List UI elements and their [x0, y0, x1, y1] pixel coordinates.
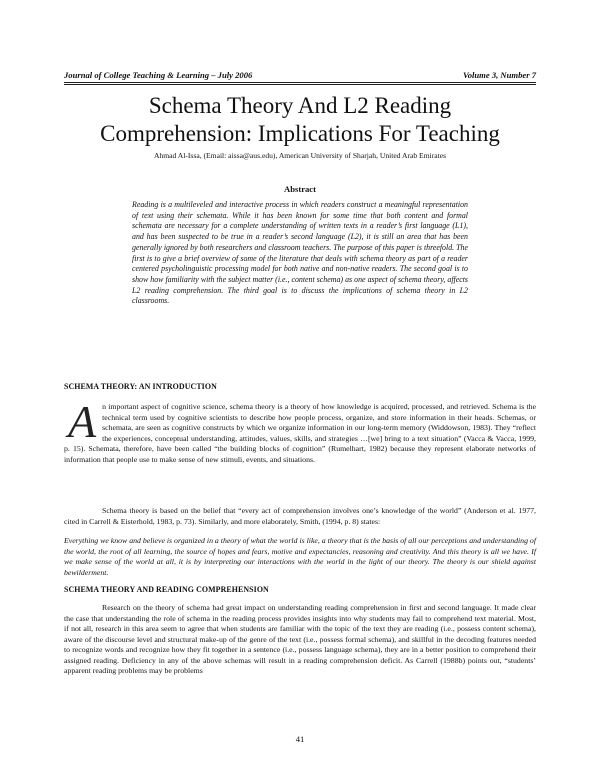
header-rule-bottom — [64, 84, 536, 85]
paper-title — [40, 92, 560, 148]
abstract-heading: Abstract — [284, 184, 316, 194]
title-line-1: Schema Theory And L2 Reading — [148, 93, 452, 118]
reading-comprehension-paragraph: Research on the theory of schema had great impact on understanding reading comprehension in first and second language. It made clear the case that understanding the role of schema in the reading process provides insights into why students may fail to comprehend text material. Most, if not all, research in this area seem to agree that when students are familiar with the topic of the text they are reading (i.e., possess content schema), aware of the discourse level and structural make-up of the genre of the text (i.e., possess formal schema), and skillful in the decoding features needed to recognize words and recognize how they fit together in a sentence (i.e., possess language schema), they are in a better position to comprehend their assigned reading. Deficiency in any of the above schemas will result in a reading comprehension deficit. As Carrell (1988b) points out, “students’ apparent reading problems may be problems — [64, 603, 536, 676]
drop-cap: A — [68, 396, 97, 447]
block-quote: Everything we know and believe is organized in a theory of what the world is like, a theory that is the basis of all our perceptions and understanding of the world, the root of all learning, the source of hopes and fears, motive and expectancies, reasoning and creativity. And this theory is all we have. If we make sense of the world at all, it is by interpreting our interactions with the world in the light of our theory. The theory is our shield against bewilderment. — [64, 536, 536, 577]
section-heading-reading-comprehension: SCHEMA THEORY AND READING COMPREHENSION — [64, 585, 269, 594]
journal-name: Journal of College Teaching & Learning – July 2006 — [64, 70, 253, 80]
abstract-text: Reading is a multileveled and interactive process in which readers construct a meaningful representation of text using their schemata. While it has been known for some time that both content and formal schemata are necessary for a complete understanding of written texts in a reader’s first language (L1), and has been suspected to be true in a reader’s second language (L2), it is still an area that has been generally ignored by both researchers and classroom teachers. The purpose of this paper is threefold. The first is to give a brief overview of some of the literature that deals with schema theory as part of a reader centered psycholinguistic processing model for both native and non-native readers. The second goal is to show how familiarity with the subject matter (i.e., content schema) as one aspect of schema theory, affects L2 reading comprehension. The third goal is to discuss the implications of schema theory in L2 classrooms. — [132, 200, 468, 306]
header-rule-top — [64, 82, 536, 83]
page-number: 41 — [295, 734, 305, 744]
title-line-2: Comprehension: Implications For Teaching — [100, 121, 500, 146]
author-line: Ahmad Al-Issa, (Email: aissa@aus.edu), American University of Sharjah, United Arab Emirates — [153, 151, 447, 160]
intro-paragraph-text: n important aspect of cognitive science, schema theory is a theory of how knowledge is acquired, processed, and retrieved. Schema is the technical term used by cognitive scientists to describe how people process, organize, and store information in their heads. Schemas, or schemata, are seen as cognitive constructs by which we organize information in our long-term memory (Widdowson, 1983). They “reflect the experiences, conceptual understanding, attitudes, values, skills, and strategies …[we] bring to a text situation” (Vacca & Vacca, 1999, p. 15). Schemata, therefore, have been called “the building blocks of cognition” (Rumelhart, 1982) because they represent elaborate networks of information that people use to make sense of new stimuli, events, and situations. — [64, 402, 536, 464]
schema-belief-paragraph: Schema theory is based on the belief that “every act of comprehension involves one’s knowledge of the world” (Anderson et al. 1977, cited in Carrell & Eisterhold, 1983, p. 73). Similarly, and more elaborately, Smith, (1994, p. 8) states: — [64, 506, 536, 526]
section-heading-introduction: SCHEMA THEORY: AN INTRODUCTION — [64, 382, 217, 391]
intro-paragraph — [64, 396, 536, 465]
volume-number: Volume 3, Number 7 — [462, 70, 536, 80]
running-header — [64, 70, 536, 80]
